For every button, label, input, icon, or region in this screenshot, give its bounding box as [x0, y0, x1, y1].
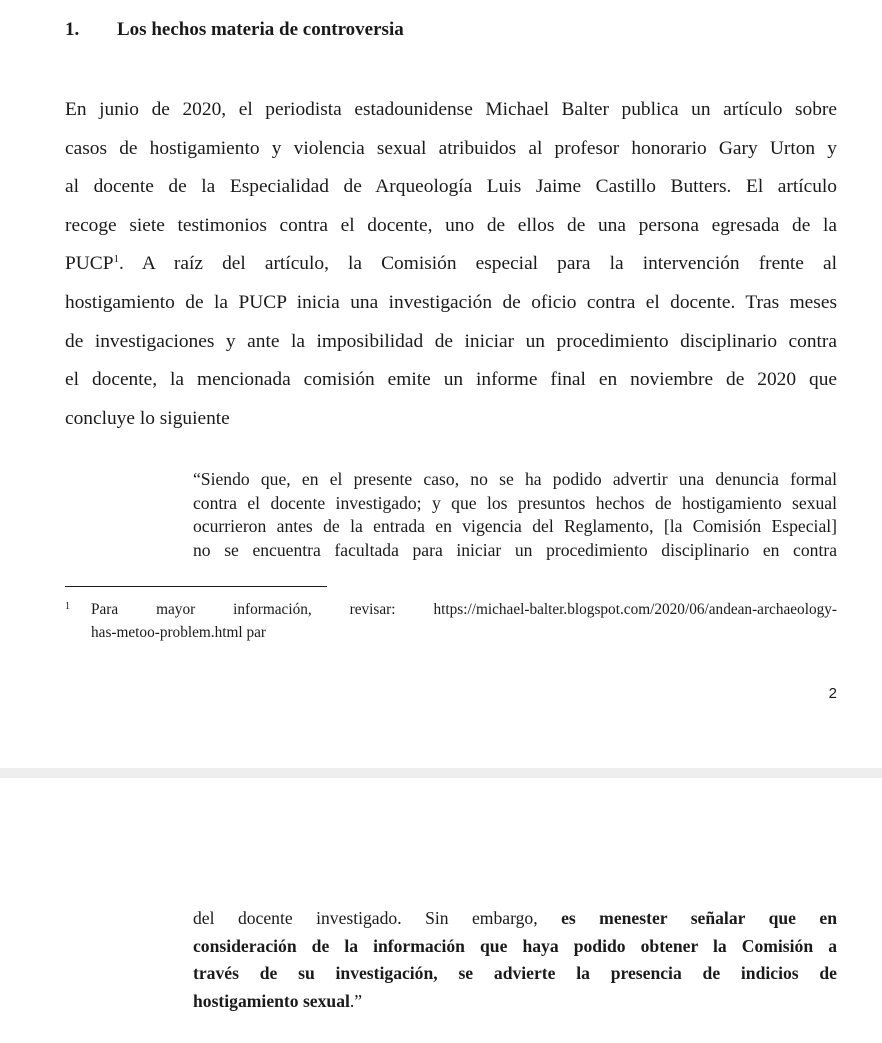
document-page-2	[0, 778, 882, 1043]
footnote-text	[91, 598, 837, 644]
footnote-line[interactable]: has-metoo-problem.html par	[91, 624, 267, 641]
paragraph-line-rest: A raíz del artículo, la Comisión especial para la intervención frente al	[141, 253, 837, 275]
footnote-separator	[65, 586, 327, 587]
quote-bold-text: consideración de la información que haya podido obtener la Comisión a	[193, 935, 837, 956]
quote-line: “Siendo que, en el presente caso, no se ha podido advertir una denuncia formal	[193, 469, 837, 489]
body-paragraph	[65, 91, 837, 438]
quote-plain-text: del docente investigado. Sin embargo,	[193, 908, 538, 928]
period-text: .	[119, 253, 124, 275]
quote-line	[193, 988, 837, 1016]
section-title: Los hechos materia de controversia	[117, 19, 404, 40]
block-quote-part-2	[193, 905, 837, 1015]
quote-line	[193, 933, 837, 961]
quote-bold-text: hostigamiento sexual	[193, 990, 350, 1011]
block-quote-part-1	[193, 468, 837, 562]
paragraph-line: el docente, la mencionada comisión emite un informe final en noviembre de 2020 que	[65, 369, 837, 391]
paragraph-line: casos de hostigamiento y violencia sexual atribuidos al profesor honorario Gary Urton y	[65, 137, 837, 159]
footnote-reference[interactable]: 1	[113, 253, 120, 266]
paragraph-line: hostigamiento de la PUCP inicia una investigación de oficio contra el docente. Tras meses	[65, 291, 837, 313]
paragraph-line: recoge siete testimonios contra el docente, uno de ellos de una persona egresada de la	[65, 214, 837, 236]
pucp-text: PUCP	[65, 253, 114, 275]
footnote	[65, 598, 837, 644]
quote-bold-text: través de su investigación, se advierte la presencia de indicios de	[193, 963, 837, 983]
footnote-mark: 1	[65, 601, 70, 612]
quote-line	[193, 960, 837, 988]
page-gap	[0, 768, 882, 778]
paragraph-line: de investigaciones y ante la imposibilidad de iniciar un procedimiento disciplinario contra	[65, 330, 837, 352]
quote-line: ocurrieron antes de la entrada en vigencia del Reglamento, [la Comisión Especial]	[193, 516, 837, 536]
quote-closing: .”	[349, 990, 363, 1011]
paragraph-line: concluye lo siguiente	[65, 407, 230, 429]
quote-line: contra el docente investigado; y que los presuntos hechos de hostigamiento sexual	[193, 492, 837, 513]
quote-line	[193, 905, 837, 933]
section-heading	[65, 18, 404, 42]
paragraph-line-with-footnote	[65, 245, 837, 284]
paragraph-line: al docente de la Especialidad de Arqueología Luis Jaime Castillo Butters. El artículo	[65, 176, 837, 198]
footnote-line[interactable]: Para mayor información, revisar: https://michael-balter.blogspot.com/2020/06/andean-archaeology-	[91, 601, 837, 618]
page-number: 2	[828, 685, 837, 702]
section-number: 1.	[65, 19, 80, 40]
paragraph-line: En junio de 2020, el periodista estadounidense Michael Balter publica un artículo sobre	[65, 99, 837, 120]
quote-bold-text: es menester señalar que en	[561, 908, 837, 928]
quote-line: no se encuentra facultada para iniciar un procedimiento disciplinario en contra	[193, 539, 837, 560]
